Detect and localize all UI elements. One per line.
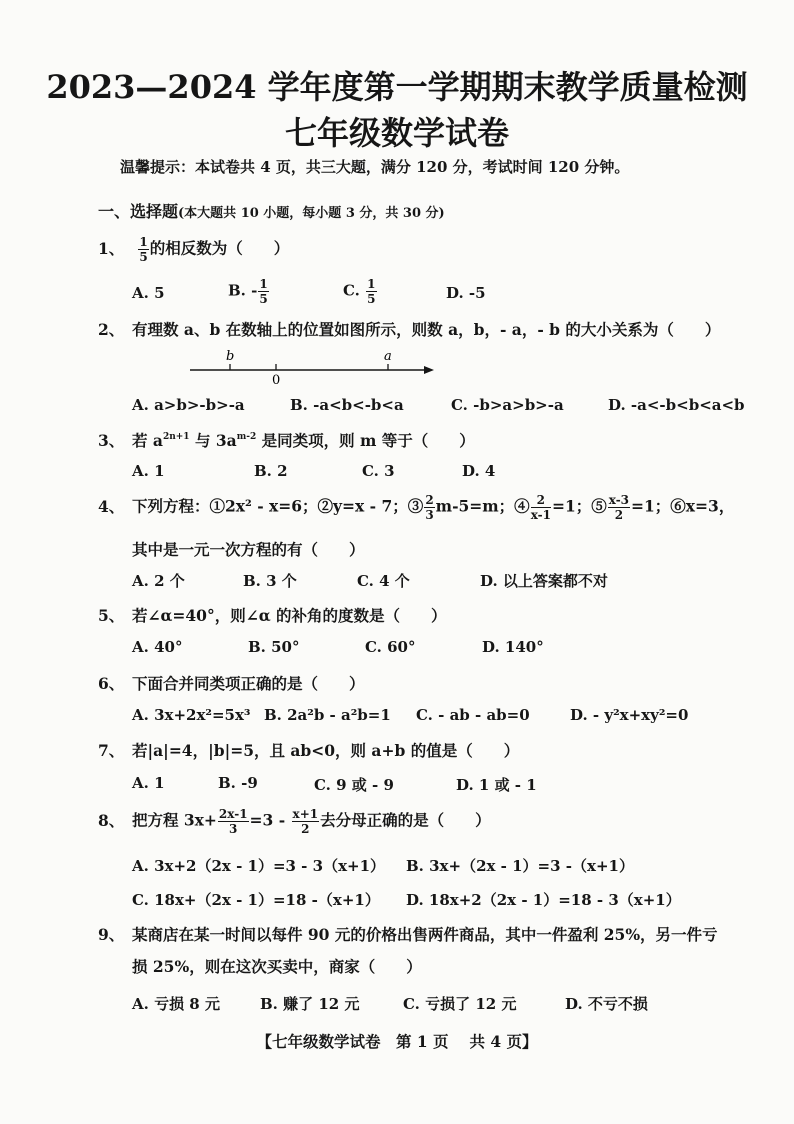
option-a: A. 3x+2x²=5x³ (132, 706, 251, 724)
page-footer: 【七年级数学试卷 第 1 页 共 4 页】 (256, 1032, 538, 1051)
option-a: A. 2 个 (132, 572, 185, 590)
option-d: D. 140° (482, 638, 544, 656)
question-number: 3、 (98, 431, 125, 450)
option-d: D. 1 或 - 1 (456, 776, 537, 794)
question-number: 5、 (98, 606, 125, 625)
option-a: A. 亏损 8 元 (132, 995, 220, 1013)
question-text: 有理数 a、b 在数轴上的位置如图所示，则数 a，b，- a，- b 的大小关系为（ ） (132, 320, 721, 339)
question-6 (98, 672, 365, 694)
option-c: C. 60° (365, 638, 416, 656)
question-9-line2: 损 25%，则在这次买卖中，商家（ ） (132, 957, 422, 976)
option-d: D. 18x+2（2x - 1）=18 - 3（x+1） (406, 891, 681, 909)
option-c: C. 亏损了 12 元 (403, 995, 517, 1013)
option-b: B. -9 (218, 774, 258, 792)
section-title: 一、选择题 (98, 202, 179, 221)
question-number: 4、 (98, 496, 125, 516)
question-text: 若|a|=4，|b|=5，且 ab<0，则 a+b 的值是（ ） (132, 741, 520, 760)
option-b: B. 赚了 12 元 (260, 995, 360, 1013)
exam-title: 2023—2024 学年度第一学期期末教学质量检测 (46, 68, 748, 106)
label-zero: 0 (272, 373, 281, 386)
question-number: 7、 (98, 741, 125, 760)
option-d: D. -a<-b<b<a<b (608, 396, 745, 414)
option-b: B. 3x+（2x - 1）=3 -（x+1） (406, 857, 634, 875)
option-b: B. 2 (254, 462, 288, 480)
question-9 (98, 923, 718, 945)
option-c: C. 9 或 - 9 (314, 776, 394, 794)
question-number: 2、 (98, 320, 125, 339)
question-1 (98, 236, 289, 263)
label-a: a (384, 349, 392, 364)
question-number: 1、 (98, 238, 125, 258)
option-c: C. 4 个 (357, 572, 410, 590)
number-line-arrow (424, 366, 434, 374)
option-c: C. 3 (362, 462, 395, 480)
option-d: D. -5 (446, 284, 486, 302)
question-4: 4、 下列方程：①2x² - x=6；②y=x - 7；③ $\frac{2}{3}$ m-5=m；④ $\frac{2}{x-1}$ =1；⑤ $\frac{x-3}{2}$ =1；⑥x=3， (98, 493, 735, 522)
section-heading (98, 199, 445, 222)
fraction: $\frac{1}{5}$ (139, 235, 148, 264)
question-text: 的相反数为（ ） (149, 238, 290, 258)
option-a: A. 40° (132, 638, 183, 656)
option-c: C. -b>a>b>-a (451, 396, 564, 414)
option-a: A. a>b>-b>-a (132, 396, 245, 414)
question-text: 某商店在某一时间以每件 90 元的价格出售两件商品，其中一件盈利 25%，另一件亏 (132, 925, 718, 944)
number-line (180, 346, 450, 386)
option-d: D. 以上答案都不对 (480, 572, 608, 590)
option-c: C. $\frac{1}{5}$ (343, 277, 376, 306)
question-5 (98, 604, 447, 626)
option-b: B. 2a²b - a²b=1 (264, 706, 391, 724)
question-text: 若∠α=40°，则∠α 的补角的度数是（ ） (132, 606, 447, 625)
label-b: b (226, 349, 235, 364)
section-note: (本大题共 10 小题，每小题 3 分，共 30 分) (178, 206, 445, 221)
tip-text: 温馨提示：本试卷共 4 页，共三大题，满分 120 分，考试时间 120 分钟。 (120, 158, 630, 176)
option-b: B. 3 个 (243, 572, 297, 590)
question-number: 6、 (98, 674, 125, 693)
question-8: 8、 把方程 3x+ $\frac{2x-1}{3}$ =3 - $\frac{x+1}{2}$ 去分母正确的是（ ） (98, 807, 491, 836)
option-b: B. -a<b<-b<a (290, 396, 404, 414)
option-a: A. 1 (132, 774, 165, 792)
question-4-line2: 其中是一元一次方程的有（ ） (132, 540, 365, 559)
question-2 (98, 318, 720, 340)
option-b: B. - $\frac{1}{5}$ (228, 277, 268, 306)
question-7 (98, 739, 519, 761)
option-c: C. - ab - ab=0 (416, 706, 530, 724)
option-c: C. 18x+（2x - 1）=18 -（x+1） (132, 891, 380, 909)
option-a: A. 1 (132, 462, 165, 480)
question-3: 3、 若 $a^{2n+1}$ 与 $3a^{m-2}$ 是同类项，则 m 等于（ ） (98, 431, 475, 450)
question-text: 下面合并同类项正确的是（ ） (132, 674, 365, 693)
exam-subtitle: 七年级数学试卷 (284, 114, 509, 152)
option-d: D. - y²x+xy²=0 (570, 706, 689, 724)
option-a: A. 3x+2（2x - 1）=3 - 3（x+1） (132, 857, 386, 875)
question-number: 8、 (98, 810, 125, 830)
option-a: A. 5 (132, 284, 165, 302)
option-b: B. 50° (248, 638, 300, 656)
option-d: D. 4 (462, 462, 496, 480)
option-d: D. 不亏不损 (565, 995, 648, 1013)
question-number: 9、 (98, 925, 125, 944)
